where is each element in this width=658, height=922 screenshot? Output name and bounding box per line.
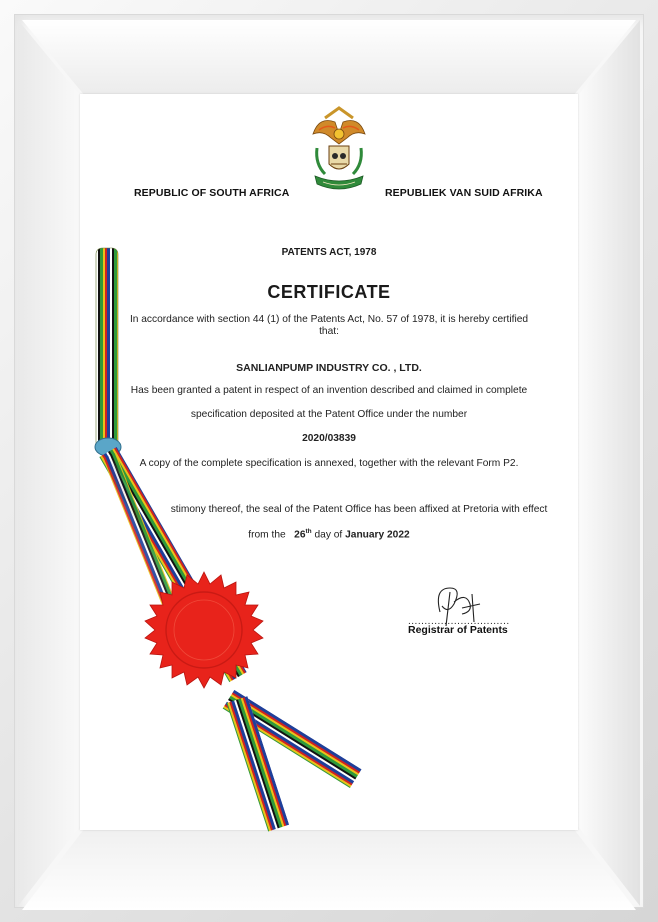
testimony-line: stimony thereof, the seal of the Patent Office has been affixed at Pretoria with effect: [170, 504, 548, 515]
date-prefix: from the: [248, 529, 286, 541]
registrar-title: Registrar of Patents: [408, 624, 508, 636]
date-day: 26: [294, 529, 306, 541]
signature-line: ...............................: [408, 616, 510, 627]
intro-line-2: that:: [319, 326, 339, 337]
granted-line-2: specification deposited at the Patent Office under the number: [190, 409, 468, 420]
annex-line: A copy of the complete specification is annexed, together with the relevant Form P2.: [139, 458, 519, 469]
company-name: SANLIANPUMP INDUSTRY CO. , LTD.: [236, 362, 422, 374]
certificate-title: CERTIFICATE: [267, 282, 391, 302]
header-right: REPUBLIEK VAN SUID AFRIKA: [385, 187, 543, 199]
date-middle: day of: [314, 529, 343, 541]
intro-line-1: In accordance with section 44 (1) of the Patents Act, No. 57 of 1978, it is hereby certified: [129, 314, 529, 325]
patent-number: 2020/03839: [302, 433, 356, 444]
ribbon-upper: [96, 248, 118, 448]
header-left: REPUBLIC OF SOUTH AFRICA: [134, 187, 290, 199]
granted-line-1: Has been granted a patent in respect of an invention described and claimed in complete: [130, 385, 528, 396]
act-title: PATENTS ACT, 1978: [281, 247, 377, 258]
date-month-year: January 2022: [345, 529, 410, 541]
date-day-suffix: th: [305, 528, 312, 535]
